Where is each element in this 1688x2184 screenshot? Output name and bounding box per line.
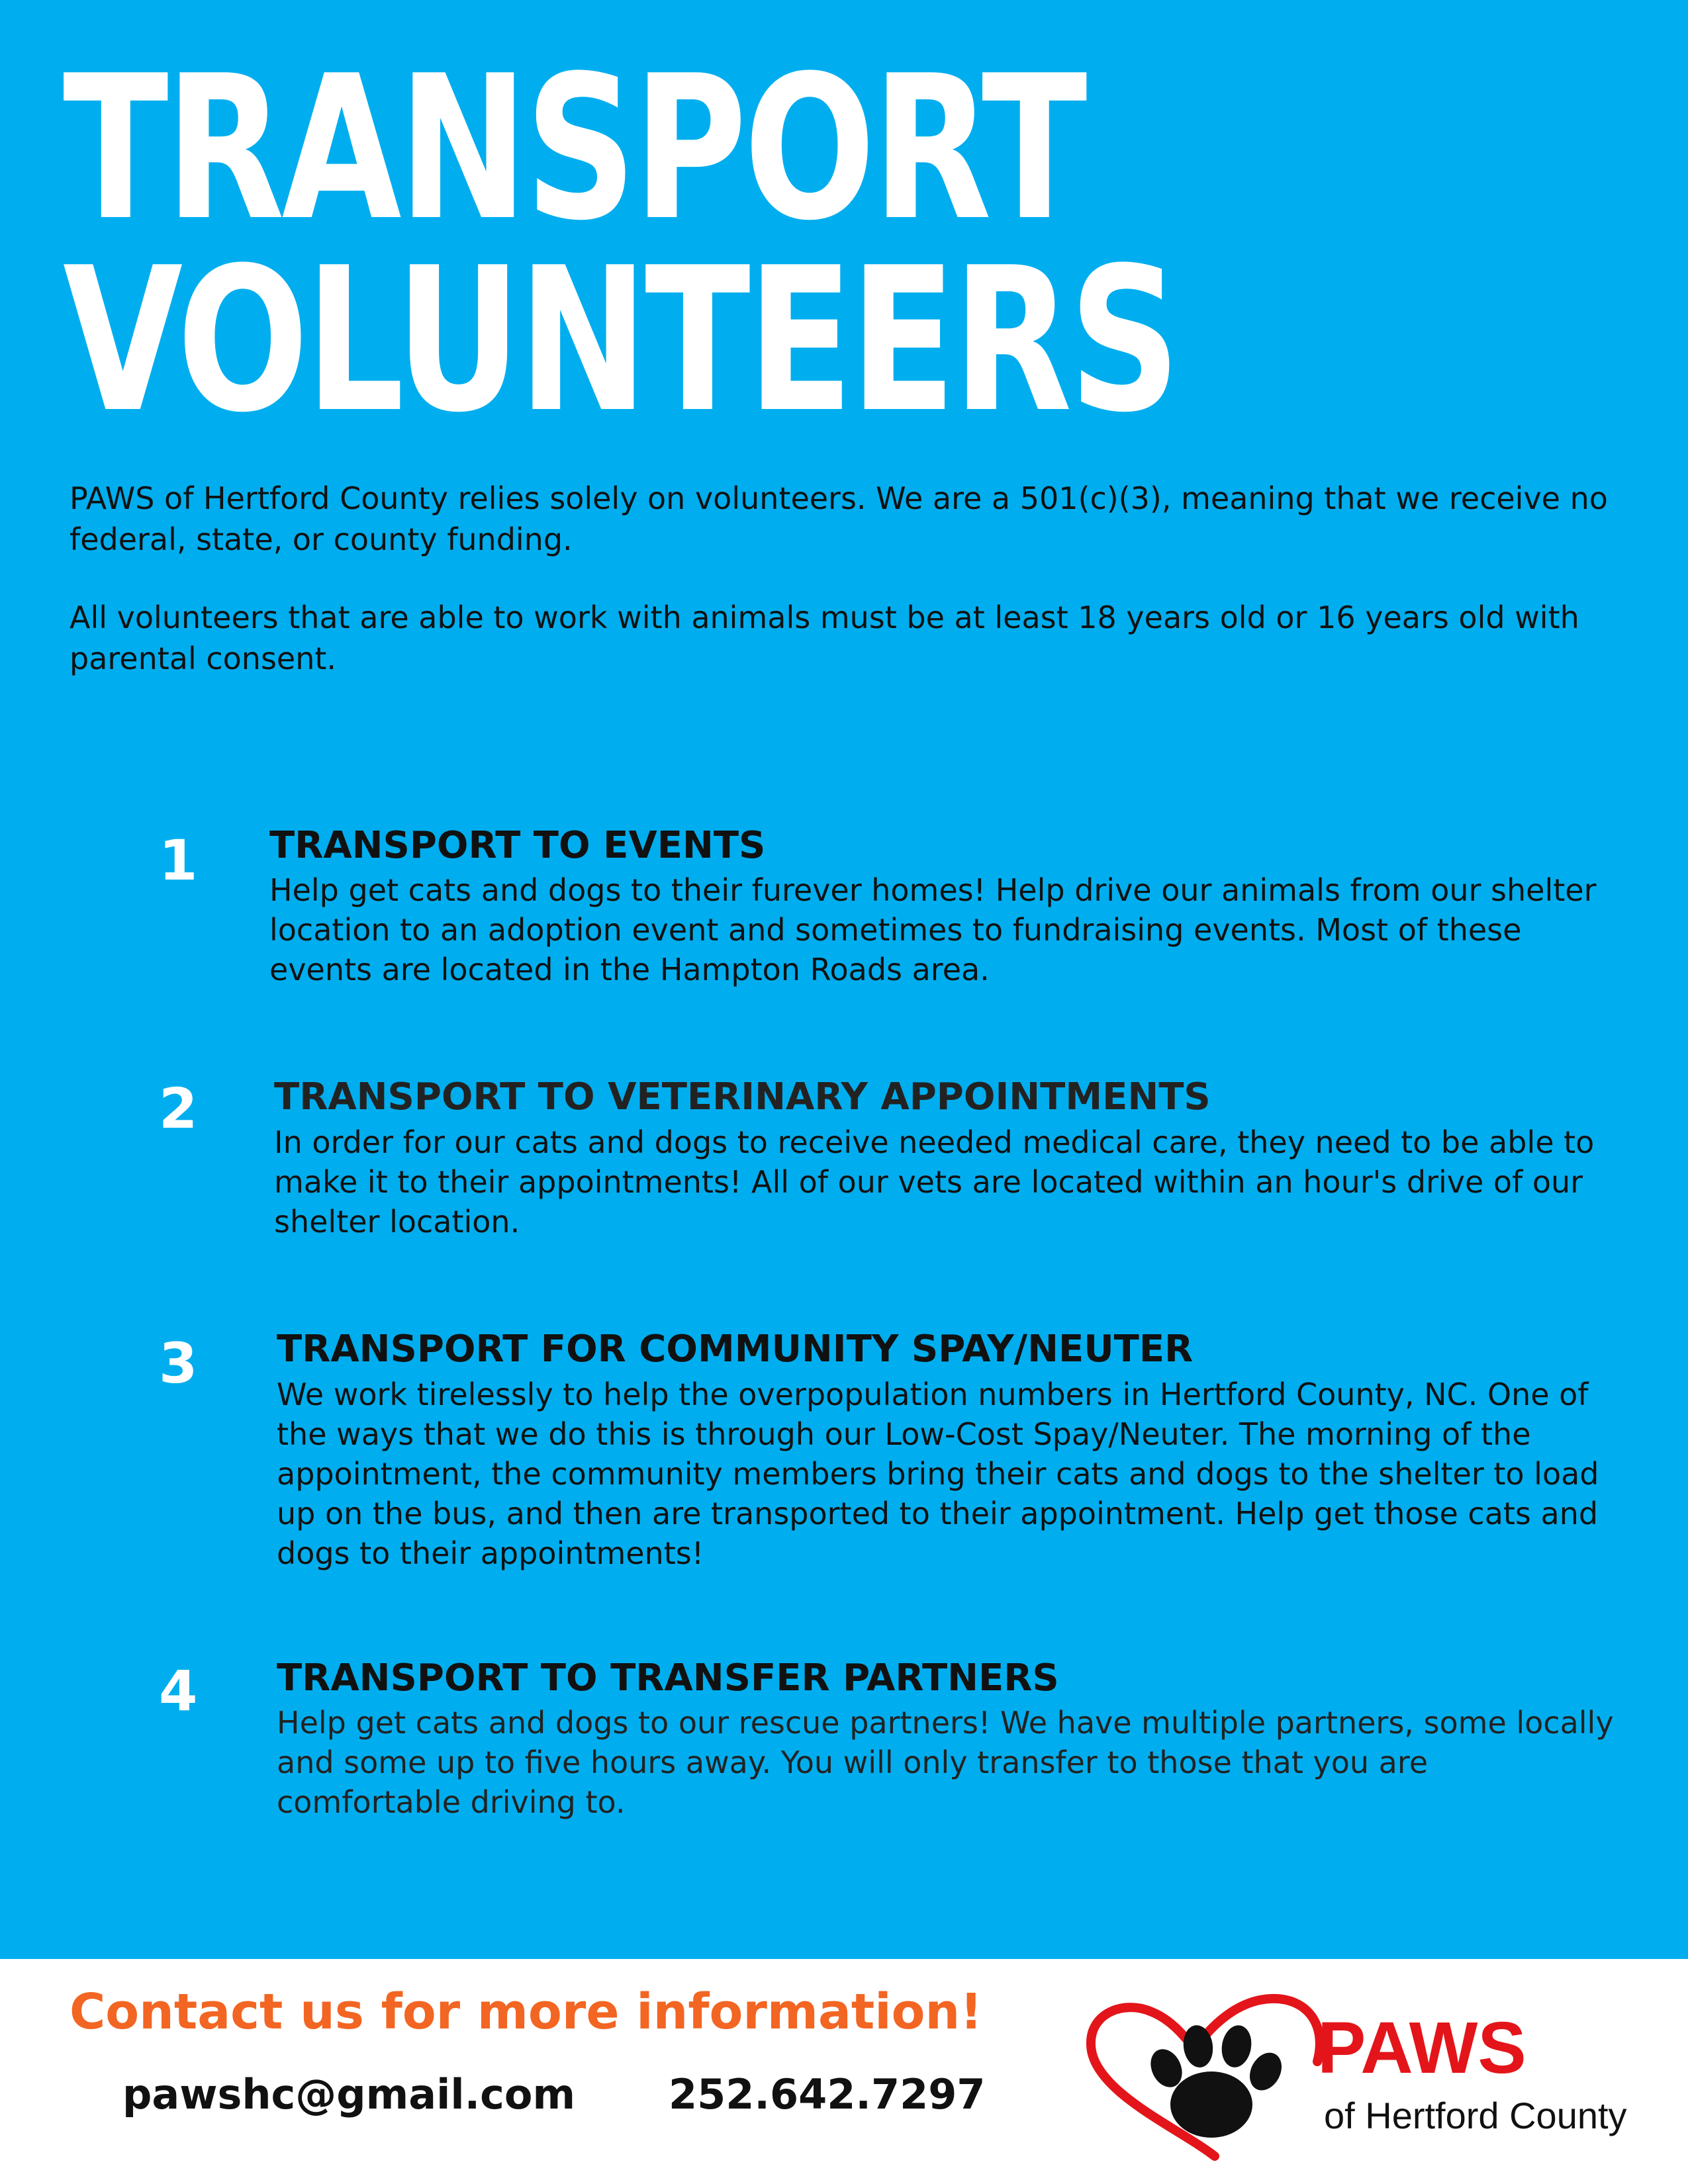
intro-paragraph-1: PAWS of Hertford County relies solely on volunteers. We are a 501(c)(3), meaning that we receive no federal, state, or county funding. bbox=[70, 480, 1608, 557]
title-line-1: TRANSPORT bbox=[63, 33, 1084, 264]
item-title: TRANSPORT FOR COMMUNITY SPAY/NEUTER bbox=[277, 1328, 1194, 1371]
item-text: In order for our cats and dogs to receive needed medical care, they need to be able to make it to their appointments! All of our vets are located within an hour's drive of our shelter location. bbox=[274, 1124, 1595, 1240]
item-title: TRANSPORT TO TRANSFER PARTNERS bbox=[277, 1657, 1059, 1700]
intro-paragraph-2: All volunteers that are able to work with animals must be at least 18 years old or 16 years old with parental consent. bbox=[70, 600, 1579, 676]
item-text: Help get cats and dogs to their furever homes! Help drive our animals from our shelter location to an adoption event and sometimes to fundraising events. Most of these events are located in the Hampton Roads area. bbox=[269, 872, 1597, 987]
logo-subtitle: of Hertford County bbox=[1324, 2095, 1627, 2136]
item-text: We work tirelessly to help the overpopulation numbers in Hertford County, NC. One of the ways that we do this is through our Low-Cost Spay/Neuter. The morning of the appointment, the community members bring their cats and dogs to the shelter to load up on the bus, and then are transported to their appointment. Help get those cats and dogs to their appointments! bbox=[277, 1377, 1599, 1571]
item-text: Help get cats and dogs to our rescue partners! We have multiple partners, some locally and some up to five hours away. You will only transfer to those that you are comfortable driving to. bbox=[277, 1705, 1614, 1820]
contact-phone[interactable]: 252.642.7297 bbox=[669, 2070, 986, 2118]
item-title: TRANSPORT TO EVENTS bbox=[269, 824, 766, 867]
item-number: 3 bbox=[159, 1331, 198, 1396]
title-line-2: VOLUNTEERS bbox=[63, 225, 1178, 456]
item-number: 1 bbox=[159, 828, 198, 893]
item-number: 4 bbox=[159, 1659, 198, 1723]
contact-heading: Contact us for more information! bbox=[70, 1983, 982, 2040]
contact-email[interactable]: pawshc@gmail.com bbox=[122, 2070, 576, 2118]
logo-name: PAWS bbox=[1317, 2007, 1526, 2089]
item-number: 2 bbox=[159, 1076, 198, 1141]
page-title bbox=[63, 33, 1178, 456]
item-title: TRANSPORT TO VETERINARY APPOINTMENTS bbox=[274, 1075, 1211, 1118]
